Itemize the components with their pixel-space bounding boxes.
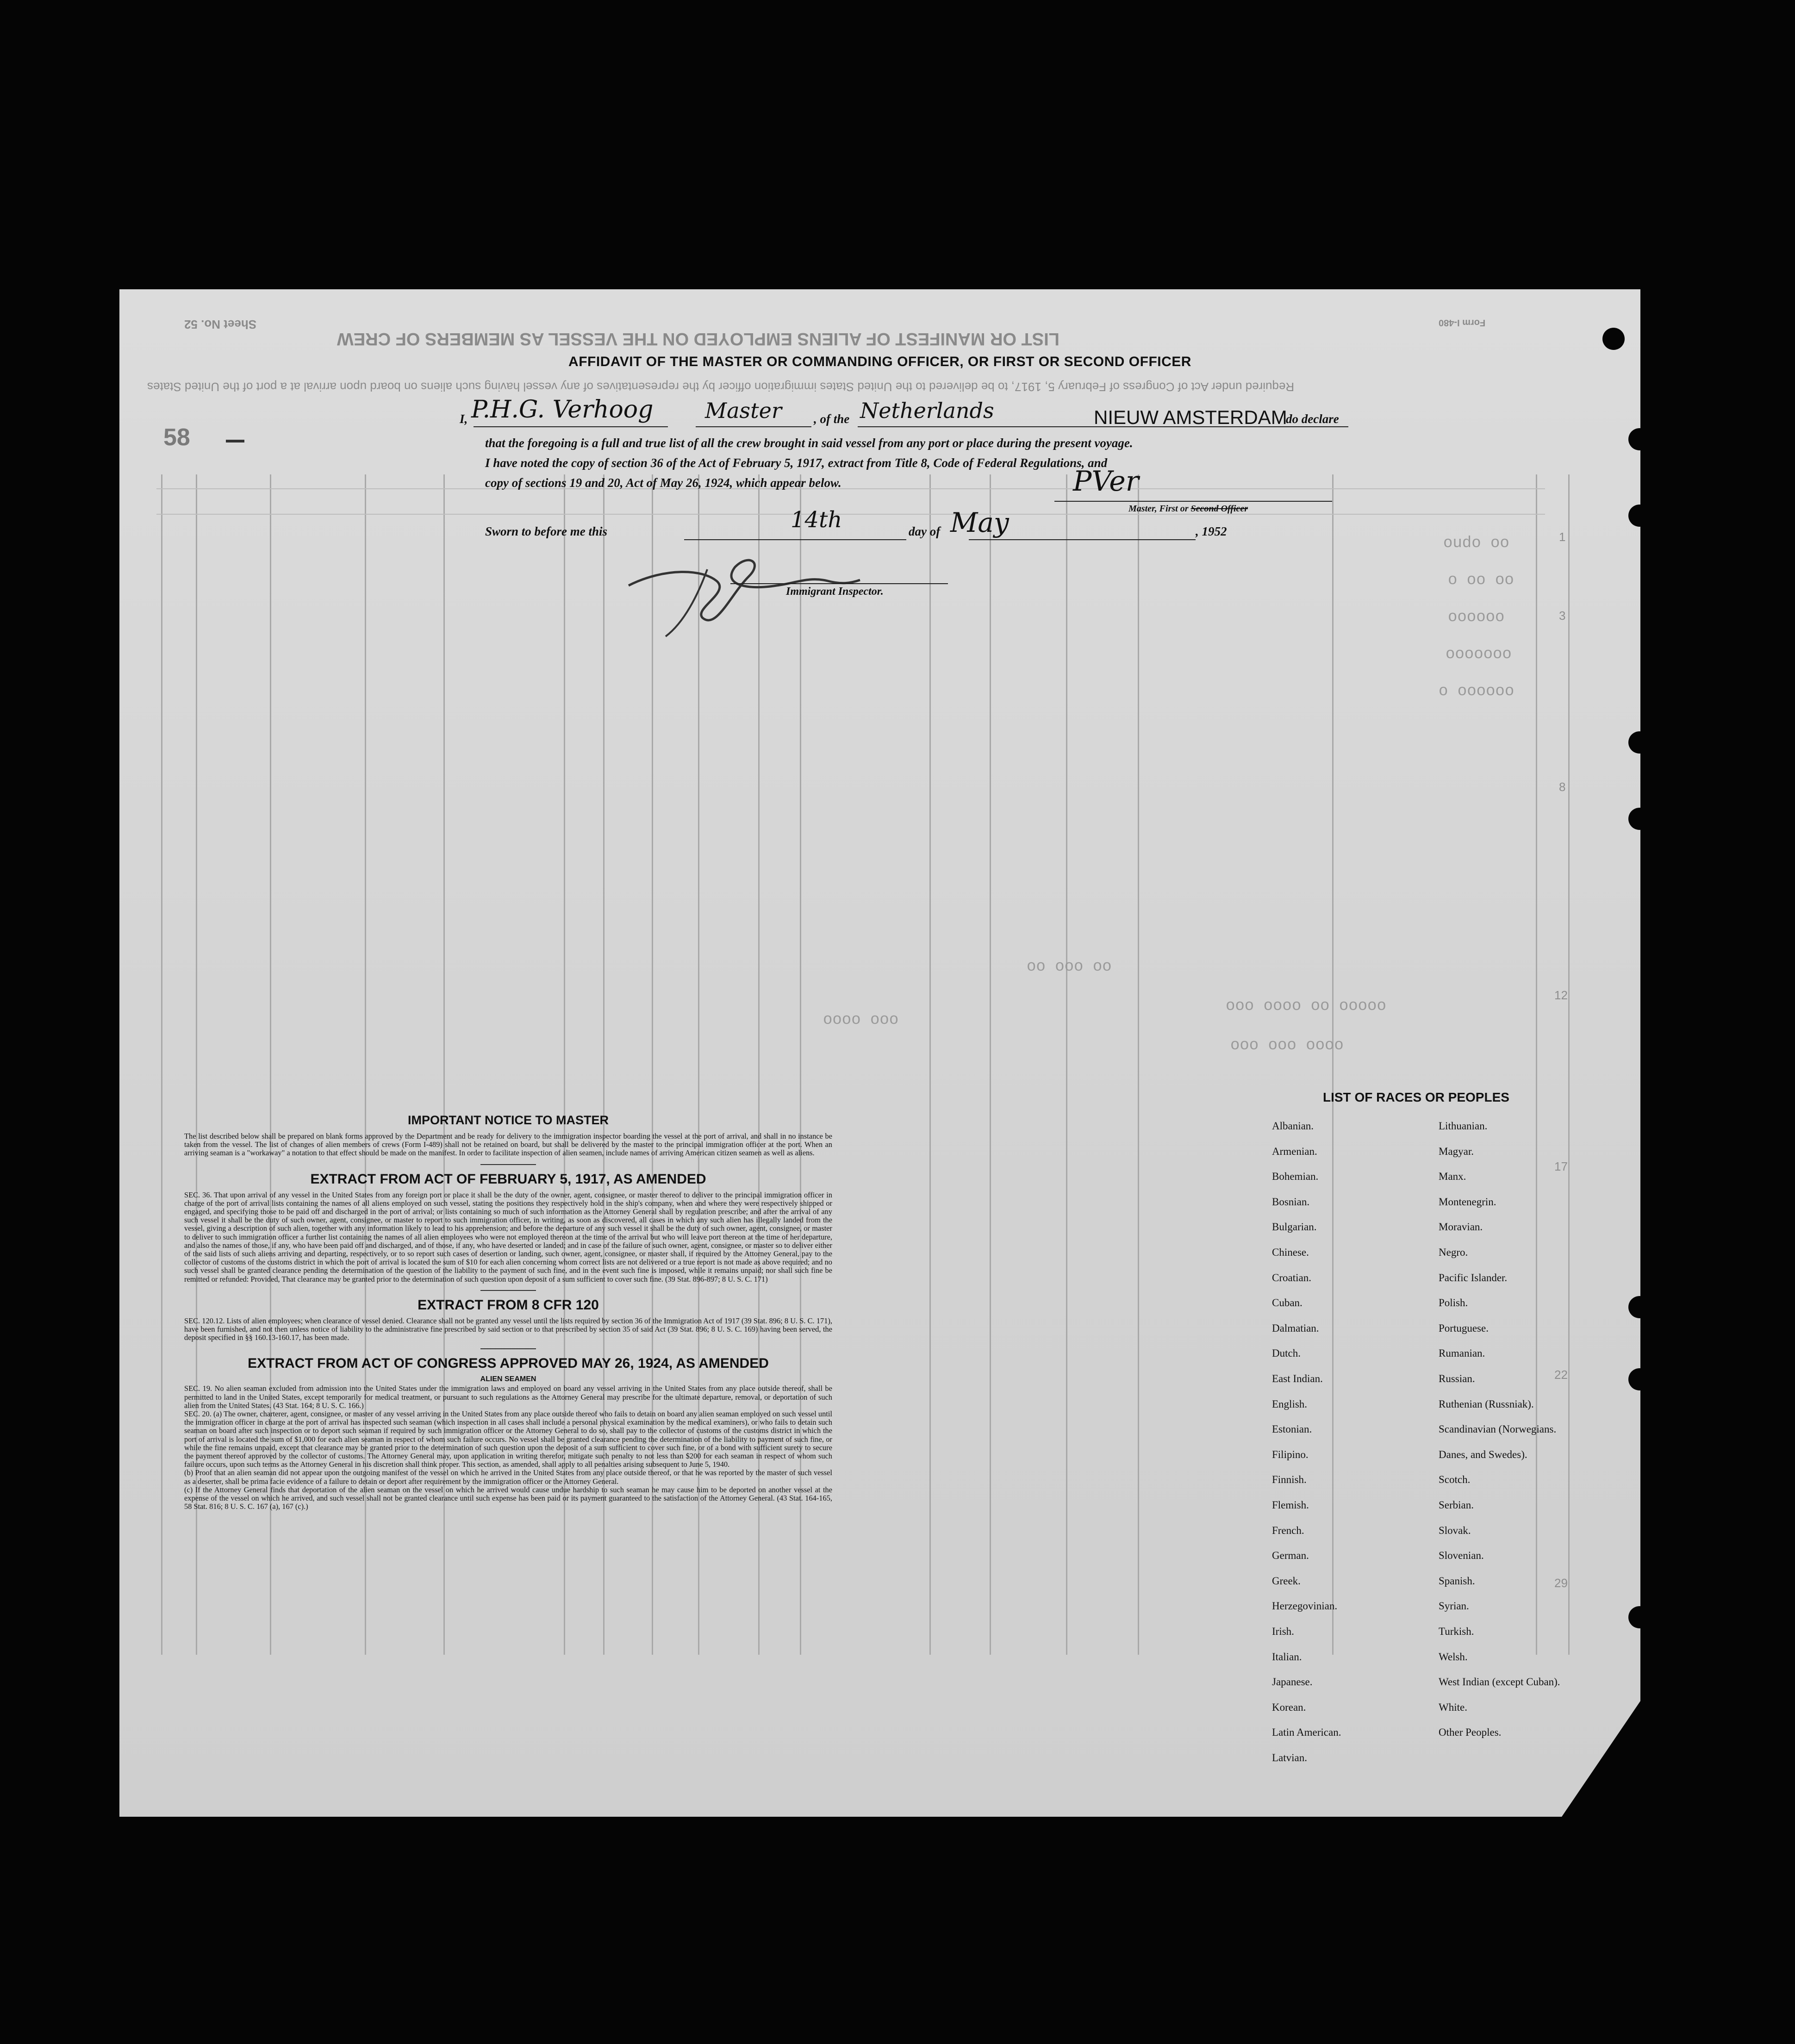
officer-rank: Master	[705, 398, 782, 423]
extract-1924-sec20b: (b) Proof that an alien seaman did not appear upon the outgoing manifest of the vessel on which he arrived in the United States from any place outside thereof, or that he was reported by the master of such vessel as a deserter, shall be prima facie evidence of a failure to detain or deport after requirement by the immigration officer or the Attorney General.	[184, 1468, 832, 1486]
extract-cfr-title: EXTRACT FROM 8 CFR 120	[418, 1297, 599, 1313]
grid-line	[1138, 474, 1139, 1655]
extract-1924-title: EXTRACT FROM ACT OF CONGRESS APPROVED MAY 26, 1924, AS AMENDED	[248, 1356, 769, 1371]
grid-line	[1568, 474, 1570, 1655]
inspector-caption: Immigrant Inspector.	[786, 586, 884, 598]
races-title: LIST OF RACES OR PEOPLES	[1323, 1090, 1509, 1104]
line-name: Netherlands	[860, 398, 994, 423]
race-item: Bosnian.	[1272, 1196, 1310, 1208]
binder-hole	[1628, 1296, 1651, 1318]
ghost-row-number: 22	[1554, 1368, 1568, 1382]
ghost-entry: oooooo	[1448, 609, 1505, 626]
ghost-row-number: 17	[1554, 1159, 1568, 1173]
binder-hole	[1628, 505, 1651, 527]
ghost-entry: o oo oo	[1448, 572, 1514, 589]
race-item: Herzegovinian.	[1272, 1600, 1338, 1612]
master-caption-a: Master, First or	[1128, 504, 1189, 514]
race-item: Moravian.	[1439, 1221, 1483, 1233]
inspector-sig-line	[730, 583, 948, 584]
race-item: Montenegrin.	[1439, 1196, 1496, 1208]
sworn-year: , 1952	[1196, 524, 1227, 538]
binder-hole	[1628, 1606, 1651, 1628]
vessel-name: NIEUW AMSTERDAM	[1094, 406, 1287, 428]
master-signature: PVer	[1073, 465, 1139, 498]
race-item: West Indian (except Cuban).	[1439, 1676, 1560, 1688]
race-item: Negro.	[1439, 1246, 1468, 1258]
race-item: Dalmatian.	[1272, 1322, 1319, 1334]
race-item: Bohemian.	[1272, 1171, 1319, 1183]
mirrored-required-text: Required under Act of Congress of February 5, 1917, to be delivered to the United States immigration officer by the representatives of any vessel having such aliens on board upon arrival at a port of the United States	[147, 380, 1295, 394]
binder-hole	[1628, 808, 1651, 830]
race-item: Albanian.	[1272, 1120, 1314, 1132]
ghost-entry: ooo ooo oooo	[1230, 1037, 1344, 1054]
divider	[480, 1290, 536, 1291]
race-item: Scandinavian (Norwegians.	[1439, 1423, 1557, 1435]
sworn-day: 14th	[791, 507, 842, 533]
race-item: Polish.	[1439, 1297, 1468, 1309]
officer-name-line	[474, 426, 668, 427]
race-item: Manx.	[1439, 1171, 1466, 1183]
affidavit-line-2: that the foregoing is a full and true list of all the crew brought in said vessel from any port or place during the present voyage.	[485, 436, 1133, 450]
margin-number: 58	[163, 424, 190, 451]
extract-1917-body: SEC. 36. That upon arrival of any vessel in the United States from any foreign port or place it shall be the duty of the owner, agent, consignee, or master thereof to deliver to the principal immigration officer in charge of the port of arrival lists containing the names of all aliens employed on such vessel, stating the positions they respectively hold in the ship's company, when and where they were respectively shipped or engaged, and specifying those to be paid off and discharged in the port of arrival; or lists containing so much of such information as the Attorney General shall by regulation prescribe; and after the arrival of any such vessel it shall be the duty of such owner, agent, consignee, or master to report to such immigration officer, in writing, as soon as discovered, all cases in which any such alien has illegally landed from the vessel, giving a description of such alien, together with any information likely to lead to his apprehension; and before the departure of any such vessel it shall be the duty of such owner, agent, consignee, or master to deliver to such immigration officer a further list containing the names of all alien employees who were not employed thereon at the time of the arrival but who will leave port thereon at the time of her departure, and also the names of those, if any, who have been paid off and discharged, and of those, if any, who have deserted or landed; and in case of the failure of such owner, agent, consignee, or master so to deliver either of the said lists of such aliens arriving and departing, respectively, or to so report such cases of desertion or landing, such owner, agent, consignee, or master shall, if required by the Attorney General, pay to the collector of customs of the customs district in which the port of arrival is located the sum of $10 for each alien concerning whom correct lists are not delivered or a true report is not made as above required; and no such vessel shall be granted clearance pending the determination of the question of the liability to the payment of such fine, and in the event such fine is imposed, while it remains unpaid; nor shall such fine be remitted or refunded: Provided, That clearance may be granted prior to the determination of such question upon deposit of a sum sufficient to cover such fine. (39 Stat. 896-897; 8 U. S. C. 171)	[184, 1190, 832, 1284]
ghost-entry: oooo ooo	[823, 1011, 899, 1029]
divider	[480, 1164, 536, 1165]
notice-title: IMPORTANT NOTICE TO MASTER	[408, 1113, 609, 1127]
race-item: Slovenian.	[1439, 1550, 1484, 1562]
officer-rank-line	[696, 426, 811, 427]
mirrored-list-title: LIST OR MANIFEST OF ALIENS EMPLOYED ON THE VESSEL AS MEMBERS OF CREW	[337, 329, 1060, 349]
grid-line	[161, 474, 162, 1655]
extract-1924-sec20a: SEC. 20. (a) The owner, charterer, agent, consignee, or master of any vessel arriving in the United States from any place outside thereof who fails to detain on board any alien seaman employed on such vessel until the immigration officer in charge at the port of arrival has inspected such seaman (which inspection in all cases shall include a personal physical examination by the medical examiners), or who fails to detain such seaman on board after such inspection or to deport such seaman if required by such immigration officer or the Attorney General to do so, shall pay to the collector of customs of the customs district in which the port of arrival is located the sum of $1,000 for each alien seaman in respect of whom such failure occurs. No vessel shall be granted clearance pending the determination of the liability to payment of such fine, or while the fine remains unpaid, except that clearance may be granted prior to the determination of such question upon the deposit of a sum sufficient to cover such fine, or of a bond with sufficient surety to secure the payment thereof approved by the collector of customs. The Attorney General may, upon application in writing therefor, mitigate such penalty to not less than $200 for each seaman in respect of whom such failure occurs, upon such terms as the Attorney General in his discretion shall think proper. This section, as amended, shall apply to all penalties arising subsequent to June 5, 1940.	[184, 1409, 832, 1469]
grid-line	[156, 488, 1545, 489]
day-of-label: day of	[909, 524, 941, 538]
race-item: Slovak.	[1439, 1524, 1471, 1536]
ghost-entry: oudo oo	[1443, 535, 1509, 552]
affidavit-title: AFFIDAVIT OF THE MASTER OR COMMANDING OFFICER, OR FIRST OR SECOND OFFICER	[568, 354, 1191, 369]
of-the-label: , of the	[814, 412, 850, 426]
grid-line	[156, 514, 1545, 515]
extract-1924-sec19: SEC. 19. No alien seaman excluded from admission into the United States under the immigration laws and employed on board any vessel arriving in the United States from any place outside thereof, shall be permitted to land in the United States, except temporarily for medical treatment, or pursuant to such regulations as the Attorney General may prescribe for the ultimate departure, removal, or deportation of such alien from the United States. (43 Stat. 164; 8 U. S. C. 166.)	[184, 1384, 832, 1410]
grid-line	[1332, 474, 1334, 1655]
grid-line	[1536, 474, 1537, 1655]
sworn-label: Sworn to before me this	[485, 524, 608, 538]
ghost-row-number: 3	[1559, 609, 1566, 623]
ghost-row-number: 12	[1554, 988, 1568, 1002]
race-item: Latin American.	[1272, 1726, 1341, 1739]
race-item: Armenian.	[1272, 1145, 1317, 1157]
officer-name: P.H.G. Verhoog	[471, 396, 654, 424]
master-caption-b: Second Officer	[1190, 504, 1248, 514]
torn-corner	[1562, 1701, 1640, 1817]
divider	[480, 1348, 536, 1349]
margin-dash	[226, 440, 244, 442]
race-item: Rumanian.	[1439, 1347, 1485, 1359]
race-item: Finnish.	[1272, 1474, 1307, 1486]
ghost-entry: o oooooo	[1439, 683, 1515, 700]
race-item: Pacific Islander.	[1439, 1271, 1508, 1284]
race-item: Welsh.	[1439, 1651, 1468, 1663]
race-item: Syrian.	[1439, 1600, 1469, 1612]
race-item: Flemish.	[1272, 1499, 1309, 1511]
grid-line	[990, 474, 991, 1655]
race-item: Lithuanian.	[1439, 1120, 1488, 1132]
sworn-month-line	[969, 539, 1196, 540]
binder-hole	[1628, 1368, 1651, 1390]
race-item: Russian.	[1439, 1373, 1475, 1384]
affidavit-i: I,	[460, 412, 468, 426]
race-item: Magyar.	[1439, 1145, 1474, 1157]
race-item: Portuguese.	[1439, 1322, 1489, 1334]
race-item: Dutch.	[1272, 1347, 1301, 1359]
grid-line	[1066, 474, 1067, 1655]
race-item: Greek.	[1272, 1575, 1301, 1587]
master-sig-line	[1054, 501, 1332, 502]
ghost-row-number: 8	[1559, 780, 1566, 794]
ghost-entry: ooo oooo oo ooooo	[1226, 997, 1386, 1015]
race-item: Spanish.	[1439, 1575, 1475, 1587]
affidavit-line-4: copy of sections 19 and 20, Act of May 26, 1924, which appear below.	[485, 476, 841, 490]
race-item: Chinese.	[1272, 1246, 1309, 1258]
mirrored-form-number: Form I-480	[1439, 318, 1486, 328]
race-item: Cuban.	[1272, 1297, 1303, 1309]
extract-cfr-body: SEC. 120.12. Lists of alien employees; when clearance of vessel denied. Clearance shall not be granted any vessel until the lists required by section 36 of the Immigration Act of 1917 (39 Stat. 896; 8 U. S. C. 171), have been furnished, and not then unless notice of liability to the administrative fine prescribed by said section or to that prescribed by section 35 of said Act (39 Stat. 896; 8 U. S. C. 169) having been served, the deposit specified in §§ 160.13-160.17, has been made.	[184, 1316, 832, 1342]
ghost-entry: ooooooo	[1446, 646, 1512, 663]
race-item: Irish.	[1272, 1626, 1294, 1637]
binder-hole	[1628, 731, 1651, 754]
race-item: Other Peoples.	[1439, 1726, 1502, 1739]
binder-hole	[1602, 328, 1625, 350]
notice-body: The list described below shall be prepared on blank forms approved by the Department and be ready for delivery to the immigration inspector boarding the vessel at the port of arrival, and shall in no instance be taken from the vessel. The list of changes of alien members of crews (Form I-489) shall not be retained on board, but shall be delivered by the master to the principal immigration officer at the port. When an arriving seaman is a "workaway" a notation to that effect should be made on the manifest. In order to facilitate inspection of alien seamen, include names of arriving American citizen seamen as well as aliens.	[184, 1132, 832, 1158]
ghost-row-number: 29	[1554, 1576, 1568, 1590]
race-item: Scotch.	[1439, 1474, 1471, 1486]
ghost-entry: oo ooo oo	[1027, 958, 1112, 976]
race-item: Serbian.	[1439, 1499, 1474, 1511]
sworn-month: May	[950, 507, 1009, 538]
race-item: White.	[1439, 1701, 1467, 1713]
extract-1917-title: EXTRACT FROM ACT OF FEBRUARY 5, 1917, AS AMENDED	[310, 1171, 706, 1187]
affidavit-line-3: I have noted the copy of section 36 of the Act of February 5, 1917, extract from Title 8, Code of Federal Regulations, and	[485, 456, 1108, 470]
race-item: French.	[1272, 1524, 1304, 1536]
binder-hole	[1645, 328, 1668, 350]
race-item: Turkish.	[1439, 1626, 1474, 1637]
grid-line	[929, 474, 931, 1655]
race-item: Filipino.	[1272, 1448, 1309, 1460]
race-item: Bulgarian.	[1272, 1221, 1317, 1233]
do-declare-label: do declare	[1286, 412, 1339, 426]
race-item: Japanese.	[1272, 1676, 1313, 1688]
race-item: Estonian.	[1272, 1423, 1312, 1435]
extract-1924-sec20c: (c) If the Attorney General finds that deportation of the alien seaman on the vessel on which he arrived would cause undue hardship to such seaman he may cause him to be deported on another vessel at the expense of the vessel on which he arrived, and such vessel shall not be granted clearance until such expense has been paid or its payment guaranteed to the satisfaction of the Attorney General. (43 Stat. 164-165, 58 Stat. 816; 8 U. S. C. 167 (a), 167 (c).)	[184, 1485, 832, 1511]
notice-section	[184, 1113, 832, 1511]
race-item: Korean.	[1272, 1701, 1306, 1713]
extract-1924-subhead: ALIEN SEAMEN	[480, 1375, 536, 1383]
master-caption	[1128, 504, 1248, 514]
race-item: German.	[1272, 1550, 1309, 1562]
race-item: Italian.	[1272, 1651, 1302, 1663]
mirrored-sheet-number: Sheet No. 52	[184, 318, 257, 331]
ghost-row-number: 1	[1559, 530, 1566, 544]
manifest-page	[119, 289, 1640, 1817]
binder-hole	[1628, 428, 1651, 450]
race-item: Croatian.	[1272, 1271, 1311, 1284]
race-item: Ruthenian (Russniak).	[1439, 1398, 1534, 1410]
race-item: East Indian.	[1272, 1373, 1323, 1384]
race-item: English.	[1272, 1398, 1308, 1410]
race-item: Latvian.	[1272, 1752, 1307, 1764]
race-item: Danes, and Swedes).	[1439, 1448, 1527, 1460]
